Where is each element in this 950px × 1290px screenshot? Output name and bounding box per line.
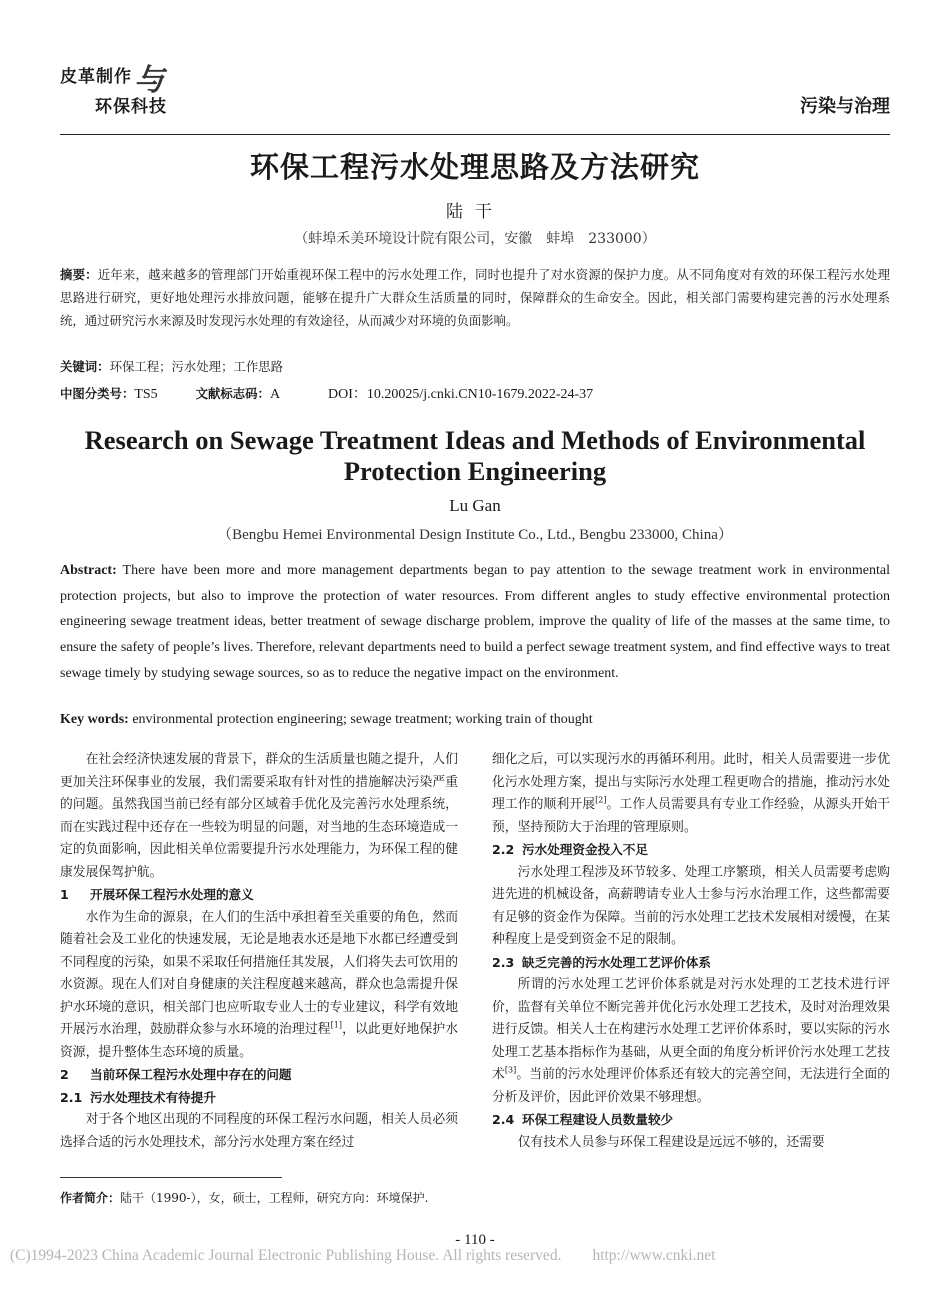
affiliation-cn: （蚌埠禾美环境设计院有限公司，安徽 蚌埠 233000） xyxy=(294,231,656,247)
header-rule xyxy=(60,134,890,135)
abstract-cn xyxy=(60,263,890,332)
section-1-paragraph xyxy=(60,907,458,1065)
citation-2[interactable]: [2] xyxy=(595,795,607,805)
author-cn: 陆干 xyxy=(446,202,504,222)
keywords-text-en: environmental protection engineering; sewage treatment; working train of thought xyxy=(132,712,593,727)
footnote-label: 作者简介： xyxy=(60,1191,121,1205)
section-1-number: 1 xyxy=(60,887,69,902)
section-2-1-continued xyxy=(492,749,890,839)
article-title-en: Research on Sewage Treatment Ideas and Methods of Environmental Protection Engineering xyxy=(84,425,866,486)
abstract-en xyxy=(60,558,890,687)
section-2-3-text: 所谓的污水处理工艺评价体系就是对污水处理的工艺技术进行评价，监督有关单位不断完善并优化污水处理工艺技术，及时对治理效果进行反馈。相关人士在构建污水处理工艺评价体系时，要以实际的污水处理工艺基本指标作为基础，从更全面的角度分析评价污水处理工艺技术 xyxy=(492,977,890,1082)
classification-line xyxy=(60,383,890,403)
section-2-heading xyxy=(60,1064,458,1087)
section-2-3-heading xyxy=(492,952,890,975)
keywords-text-cn: 环保工程；污水处理；工作思路 xyxy=(109,359,284,374)
page-number: - 110 - xyxy=(455,1232,495,1248)
section-2-2-title: 污水处理资金投入不足 xyxy=(522,842,648,857)
section-1-text-end: ，以此更好地保护水资源，提升整体生态环境的质量。 xyxy=(60,1022,459,1060)
citation-3[interactable]: [3] xyxy=(504,1065,517,1075)
section-1-text: 水作为生命的源泉，在人们的生活中承担着至关重要的角色，然而随着社会及工业化的快速发展，无论是地表水还是地下水都已经遭受到不同程度的污染，如果不采取任何措施任其发展，人们将失去可饮用的水资源。现在人们对自身健康的关注程度越来越高，群众也急需提升保护水环境的意识，相关部门也应听取专业人士的专业建议，科学有效地开展污水治理，鼓励群众参与水环境的治理过程 xyxy=(60,909,458,1037)
abstract-label-en: Abstract: xyxy=(60,563,117,578)
author-footnote xyxy=(60,1189,428,1206)
body-column-left xyxy=(60,749,458,1154)
abstract-text-en: There have been more and more management departments began to pay attention to the sewage treatment work in environmental protection projects, but also to improve the protection of water resources. From different angles to study effective environmental protection engineering sewage treatment ideas, better treatment of sewage discharge problem, improve the quality of life of the masses at the same time, to ensure the safety of people’s lives. Therefore, relevant departments need to build a perfect sewage treatment system, and find effective ways to treat sewage timely by studying sewage sources, so as to reduce the negative impact on the environment. xyxy=(60,563,890,681)
intro-paragraph: 在社会经济快速发展的背景下，群众的生活质量也随之提升，人们更加关注环保事业的发展，我们需要采取有针对性的措施解决污染严重的问题。虽然我国当前已经有部分区域着手优化及完善污水处理系统，而在实践过程中还存在一些较为明显的问题，对当地的生态环境造成一定的负面影响，因此相关单位需要提升污水处理能力，为环保工程的健康发展保驾护航。 xyxy=(60,752,458,880)
keywords-cn xyxy=(60,357,890,375)
section-2-1-cont-text: 细化之后，可以实现污水的再循环利用。此时，相关人员需要进一步优化污水处理方案，提出与实际污水处理工程更吻合的措施，推动污水处理工作的顺利开展 xyxy=(492,752,890,812)
doc-code-value: A xyxy=(269,387,281,402)
section-1-heading xyxy=(60,884,458,907)
section-2-2-paragraph: 污水处理工程涉及环节较多、处理工序繁琐，相关人员需要考虑购进先进的机械设备，高薪聘请专业人士参与污水治理工作，这些都需要有足够的资金作为保障。当前的污水处理工艺技术发展相对缓慢，在某种程度上是受到资金不足的限制。 xyxy=(492,864,890,947)
section-2-1-heading xyxy=(60,1087,458,1110)
section-2-2-heading xyxy=(492,839,890,862)
section-2-4-paragraph: 仅有技术人员参与环保工程建设是远远不够的，还需要 xyxy=(517,1134,825,1150)
section-2-title: 当前环保工程污水处理中存在的问题 xyxy=(90,1067,292,1082)
keywords-label-cn: 关键词： xyxy=(60,359,110,374)
keywords-en xyxy=(60,712,890,728)
section-2-3-text-end: 。当前的污水处理评价体系还有较大的完善空间，无法进行全面的分析及评价，因此评价效果不够理想。 xyxy=(492,1067,891,1105)
section-2-1-cont-end: 。工作人员需要具有专业工作经验，从源头开始干预，坚持预防大于治理的管理原则。 xyxy=(492,797,891,835)
body-column-right xyxy=(492,749,890,1154)
clc-label: 中图分类号： xyxy=(60,386,135,401)
keywords-label-en: Key words: xyxy=(60,712,129,727)
section-2-4-title: 环保工程建设人员数量较少 xyxy=(522,1112,674,1127)
section-2-4-number: 2.4 xyxy=(492,1112,515,1127)
author-en: Lu Gan xyxy=(449,496,501,515)
section-2-3-number: 2.3 xyxy=(492,954,515,970)
section-2-number: 2 xyxy=(60,1067,69,1082)
section-1-title: 开展环保工程污水处理的意义 xyxy=(90,887,254,902)
section-2-1-title: 污水处理技术有待提升 xyxy=(90,1089,216,1105)
section-2-4-heading xyxy=(492,1109,890,1132)
section-2-1-paragraph: 对于各个地区出现的不同程度的环保工程污水问题，相关人员必须选择合适的污水处理技术，部分污水处理方案在经过 xyxy=(60,1112,458,1150)
copyright-watermark: (C)1994-2023 China Academic Journal Electronic Publishing House. All rights reserved. http://www.cnki.net xyxy=(10,1247,716,1264)
section-label: 污染与治理 xyxy=(800,96,890,117)
doi-value[interactable]: 10.20025/j.cnki.CN10-1679.2022-24-37 xyxy=(366,387,594,402)
section-2-2-number: 2.2 xyxy=(492,842,515,857)
article-title-cn: 环保工程污水处理思路及方法研究 xyxy=(249,150,700,184)
abstract-label-cn: 摘要： xyxy=(60,267,98,282)
doi-label: DOI： xyxy=(327,387,367,402)
footnote-rule xyxy=(60,1177,282,1178)
section-2-3-title: 缺乏完善的污水处理工艺评价体系 xyxy=(522,954,711,970)
journal-logo-yu: 与 xyxy=(134,63,164,98)
affiliation-en: （Bengbu Hemei Environmental Design Institute Co., Ltd., Bengbu 233000, China） xyxy=(217,527,733,543)
citation-1[interactable]: [1] xyxy=(330,1020,343,1030)
section-2-1-number: 2.1 xyxy=(60,1089,83,1105)
doc-code-label: 文献标志码： xyxy=(195,386,270,401)
section-2-3-paragraph xyxy=(492,974,890,1109)
abstract-text-cn: 近年来，越来越多的管理部门开始重视环保工程中的污水处理工作，同时也提升了对水资源的保护力度。从不同角度对有效的环保工程污水处理思路进行研究，更好地处理污水排放问题，能够在提升广大群众生活质量的同时，保障群众的生命安全。因此，相关部门需要构建完善的污水处理系统，通过研究污水来源及时发现污水处理的有效途径，从而减少对环境的负面影响。 xyxy=(60,267,891,328)
journal-logo-line1: 皮革制作 xyxy=(60,67,132,87)
journal-logo-line2: 环保科技 xyxy=(95,97,167,117)
footnote-text: 陆干（1990-），女，硕士，工程师，研究方向：环境保护. xyxy=(120,1191,429,1205)
clc-value: TS5 xyxy=(134,387,158,402)
